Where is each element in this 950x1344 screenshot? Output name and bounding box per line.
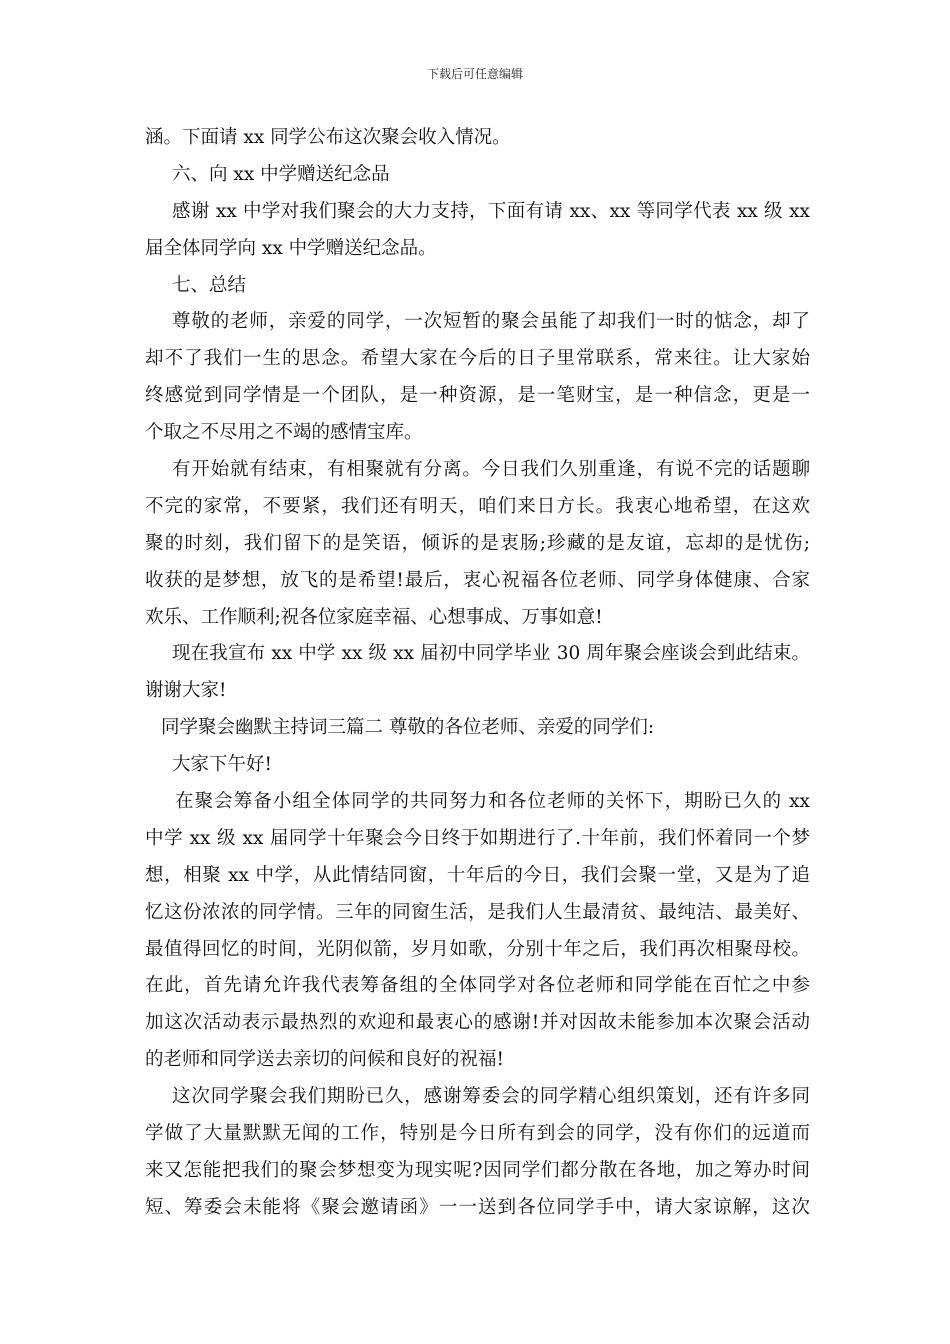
text-line: 终感觉到同学情是一个团队，是一种资源，是一笔财宝，是一种信念，更是一 bbox=[145, 385, 810, 407]
text-line: 最值得回忆的时间，光阴似箭，岁月如歌，分别十年之后，我们再次相聚母校。 bbox=[145, 938, 810, 960]
section-heading: 六、向 xx 中学赠送纪念品 bbox=[172, 163, 390, 185]
text-line: 却不了我们一生的思念。希望大家在今后的日子里常联系，常来往。让大家始 bbox=[145, 348, 810, 370]
text-line: 聚的时刻，我们留下的是笑语，倾诉的是衷肠;珍藏的是友谊，忘却的是忧伤; bbox=[145, 532, 810, 554]
text-line: 涵。下面请 xx 同学公布这次聚会收入情况。 bbox=[145, 127, 511, 148]
text-line: 加这次活动表示最热烈的欢迎和最衷心的感谢!并对因故未能参加本次聚会活动 bbox=[145, 1012, 810, 1034]
text-line: 学做了大量默默无闻的工作，特别是今日所有到会的同学，没有你们的远道而 bbox=[145, 1123, 810, 1145]
text-line: 想，相聚 xx 中学，从此情结同窗，十年后的今日，我们会聚一堂，又是为了追 bbox=[145, 864, 810, 886]
page-header: 下载后可任意编辑 bbox=[426, 67, 523, 81]
text-line: 收获的是梦想，放飞的是希望!最后，衷心祝福各位老师、同学身体健康、合家 bbox=[145, 569, 810, 591]
text-line: 忆这份浓浓的同学情。三年的同窗生活，是我们人生最清贫、最纯洁、最美好、 bbox=[145, 901, 810, 923]
section-heading: 七、总结 bbox=[172, 274, 247, 296]
text-line: 大家下午好! bbox=[172, 754, 272, 776]
text-line: 现在我宣布 xx 中学 xx 级 xx 届初中同学毕业 30 周年聚会座谈会到此结束。 bbox=[172, 643, 810, 665]
text-line: 尊敬的老师，亲爱的同学，一次短暂的聚会虽能了却我们一时的惦念，却了 bbox=[172, 311, 810, 333]
text-line: 欢乐、工作顺利;祝各位家庭幸福、心想事成、万事如意! bbox=[145, 606, 603, 628]
document-body bbox=[145, 120, 810, 1227]
text-line: 谢谢大家! bbox=[145, 680, 227, 702]
text-line: 来又怎能把我们的聚会梦想变为现实呢?因同学们都分散在各地，加之筹办时间 bbox=[145, 1159, 810, 1181]
text-line: 这次同学聚会我们期盼已久，感谢筹委会的同学精心组织策划，还有许多同 bbox=[172, 1086, 810, 1108]
text-line: 中学 xx 级 xx 届同学十年聚会今日终于如期进行了.十年前，我们怀着同一个梦 bbox=[145, 827, 810, 849]
text-line: 届全体同学向 xx 中学赠送纪念品。 bbox=[145, 237, 437, 259]
text-line: 的老师和同学送去亲切的问候和良好的祝福! bbox=[145, 1049, 504, 1071]
text-line: 不完的家常，不要紧，我们还有明天，咱们来日方长。我衷心地希望，在这欢 bbox=[145, 495, 810, 517]
text-line: 感谢 xx 中学对我们聚会的大力支持，下面有请 xx、xx 等同学代表 xx 级 xx bbox=[172, 200, 810, 222]
text-line: 在聚会筹备小组全体同学的共同努力和各位老师的关怀下，期盼已久的 xx bbox=[175, 791, 810, 813]
text-line: 短、筹委会未能将《聚会邀请函》一一送到各位同学手中，请大家谅解，这次 bbox=[145, 1196, 810, 1218]
text-line: 个取之不尽用之不竭的感情宝库。 bbox=[145, 422, 423, 444]
section-heading: 同学聚会幽默主持词三篇二 尊敬的各位老师、亲爱的同学们: bbox=[161, 717, 655, 739]
text-line: 有开始就有结束，有相聚就有分离。今日我们久别重逢，有说不完的话题聊 bbox=[172, 459, 810, 481]
text-line: 在此，首先请允许我代表筹备组的全体同学对各位老师和同学能在百忙之中参 bbox=[145, 975, 810, 997]
